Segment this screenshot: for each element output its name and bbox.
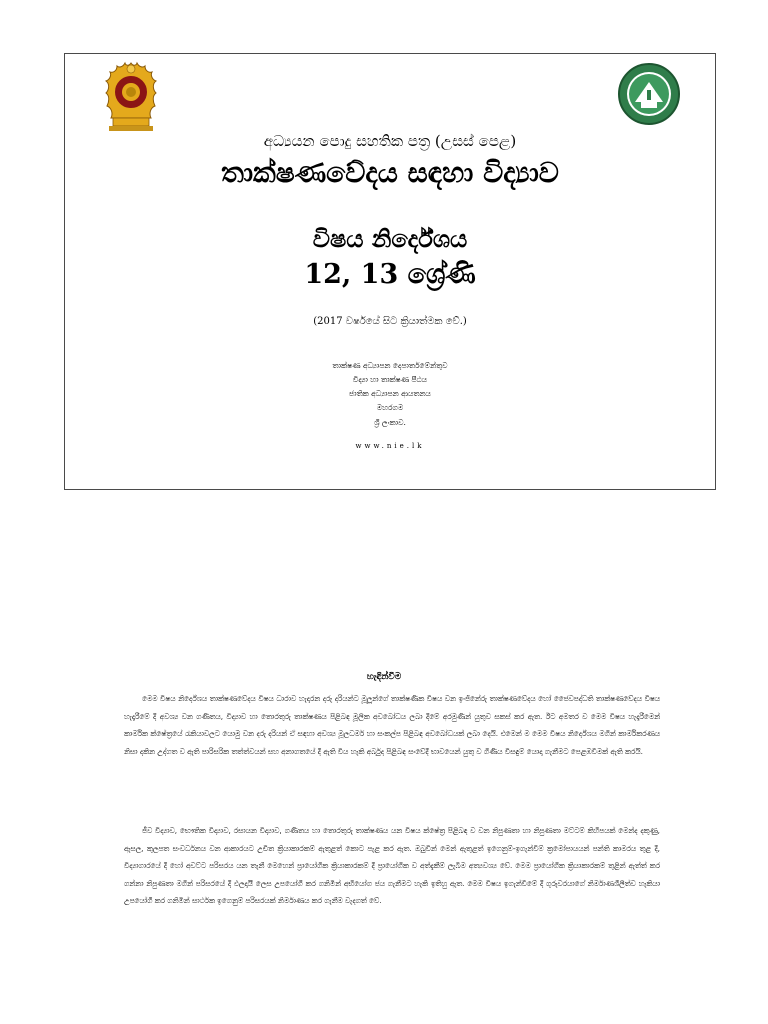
- address-department: තාක්ෂණ අධ්‍යාපන දෙපාර්තමේන්තුව: [332, 361, 448, 370]
- cover-subtitle: අධ්‍යයන පොදු සහතික පත්‍ර (උසස් පෙළ): [263, 132, 517, 150]
- nie-logo-icon: [617, 62, 681, 126]
- address-faculty: විද්‍යා හා තාක්ෂණ පීඨය: [352, 375, 428, 384]
- address-institute: ජාතික අධ්‍යාපන ආයතනය: [349, 389, 431, 398]
- cover-frame: [64, 53, 716, 490]
- sri-lanka-emblem-icon: [103, 60, 159, 134]
- address-country: ශ්‍රී ලංකාව.: [374, 418, 406, 427]
- intro-heading: හැඳින්වීම: [366, 672, 402, 682]
- website-link[interactable]: www.nie.lk: [355, 442, 425, 450]
- cover-effective-note: (2017 වර්ෂයේ සිට ක්‍රියාත්මක වේ.): [313, 316, 467, 327]
- intro-paragraph: ජීව විද්‍යාව, භෞතික විද්‍යාව, රසායන විද්‍යාව, ගණිතය හා තොරතුරු තාක්ෂණය යන විෂය ක්ෂේත්‍ර පිළිබඳ ව වන නිපුණතා හා නිපුණතා මට්ටම් කිහිපයක් මෙන්ද දකුණු, ඇසල, කුලපත සංවර්ධනය වන ආකාරයට උචිත ක්‍රියාකාරකම් ඇතුළත් කොට පැළ කර ඇත. ඔබුවින් මෙන් ඇතුළත් ඉගෙනුම්-ඉගැන්වීම් ක්‍රමෝපායයන් පන්ති කාමරය තුළ දී, විද්‍යාගාරයේ දී හෝ අවට්ට පරිසරය යන තැනී මෙහෙන් ප්‍රායෝගික ක්‍රියාකාරකම් දී ප්‍රායෝගික ව අත්දැකීම් ලැබීම අත්‍යවශ්‍ය වේ. මෙම ප්‍රායෝගික ක්‍රියාකාරකම් තුළින් ඇත්ත් කර ගන්නා නිපුණතා මගින් පරිසරයේ දී ඵලදායී ලෙස උපයෝගී කර ගනිමින් අභියෝග ජය ගැනීමට හැකි ඉතිහු ඇත. මෙම විෂය ඉගැන්වීමේ දී ගුරුවරයාගේ නිර්මාණශීලීත්ව හැකියා උපයෝගී කර ගනිමින් සාර්ථක ඉගෙනුම් පරිසරයක් නිර්මාණය කර ගැනීම වැදගත් වේ.: [124, 826, 660, 906]
- cover-grades: 12, 13 ශ්‍රේණි: [304, 259, 476, 290]
- cover-title: තාක්ෂණවේදය සඳහා විද්‍යාව: [221, 156, 559, 189]
- cover-doc-type: විෂය නිර්දේශය: [312, 224, 468, 253]
- address-city: මහරගම: [376, 403, 404, 412]
- intro-paragraph: මෙම විෂය නිර්දේශය තාක්ෂණවේදය විෂය ධාරාව හැදාරන දරු දරියන්ට මූලූන්ගේ තාක්ෂණික විෂය වන ඉංජිනේරු තාක්ෂණවේදය හෝ ජෛවපද්ධති තාක්ෂණවේදය විෂය හැදෑරීමේ දී අවශ්‍ය වන ගණිතය, විද්‍යාව හා තොරතුරු තාක්ෂණය පිළිබඳ මූලික අවබෝධය ලබා දීමේ අරමුණින් යුතුව සකස් කර ඇත. ඊට අමතර ව මෙම විෂය හැදෑරීමෙන් කාර්මික ක්ෂේත්‍රයේ රැකියාවලට යොමු වන දරු දරියන් ඒ සඳහා අවශ්‍ය මූලධර්ම හා සංකල්ප පිළිබඳ අවබෝධයක් ලබා දෙයි. එමෙන් ම මෙම විෂය නිර්දේශය මගින් කාර්මිකරණය නිසා දකින උද්ගත ව ඇති පාරිසරික තත්ත්වයන් සහ අනාගතයේ දී ඇති විය හැකි අර්බුද පිළිබඳ සංවේදී භාවයෙන් යුතු ව ගිණිය විසඳුම් යොදා ගැනීමට පෙළඹවීමක් ඇති කරයි.: [124, 694, 660, 756]
